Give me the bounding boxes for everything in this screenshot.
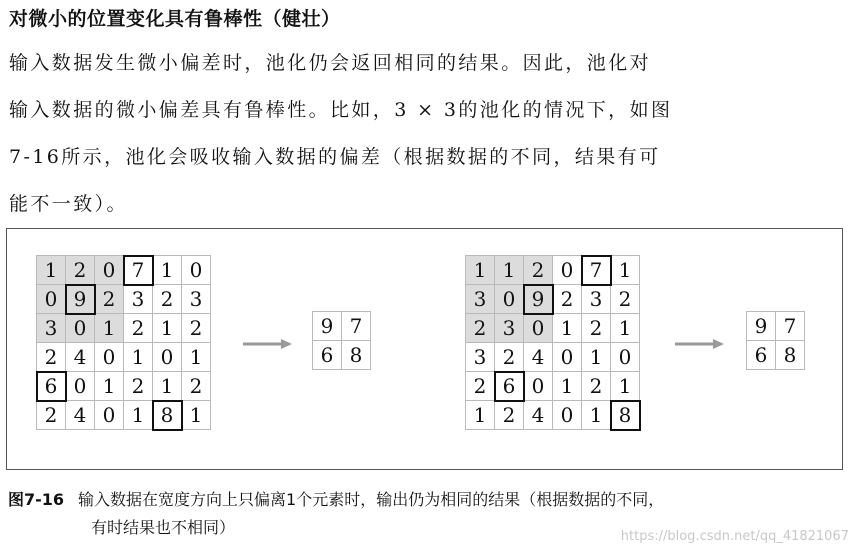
grid-cell: 1 [124, 343, 153, 372]
grid-cell: 2 [37, 343, 66, 372]
watermark-url: https://blog.csdn.net/qq_41821067 [620, 529, 849, 544]
grid-cell: 2 [124, 314, 153, 343]
left-input-grid [36, 255, 211, 430]
grid-cell: 0 [37, 285, 66, 314]
grid-row [37, 285, 211, 314]
grid-row [466, 256, 640, 285]
grid-cell: 1 [37, 256, 66, 285]
grid-cell: 3 [466, 285, 495, 314]
grid-cell: 0 [553, 256, 582, 285]
grid-row [466, 401, 640, 430]
grid-cell: 7 [776, 312, 805, 341]
grid-cell: 9 [747, 312, 776, 341]
grid-cell: 8 [611, 401, 640, 430]
grid-cell: 8 [153, 401, 182, 430]
grid-cell: 4 [524, 401, 553, 430]
grid-cell: 1 [611, 256, 640, 285]
grid-cell: 9 [524, 285, 553, 314]
grid-row [37, 401, 211, 430]
grid-cell: 0 [66, 314, 95, 343]
caption-label: 图7-16 [8, 490, 65, 509]
grid-cell: 3 [466, 343, 495, 372]
grid-cell: 2 [611, 285, 640, 314]
grid-cell: 0 [553, 401, 582, 430]
grid-cell: 2 [582, 372, 611, 401]
grid-cell: 0 [95, 343, 124, 372]
grid-cell: 8 [776, 341, 805, 370]
grid-cell: 3 [124, 285, 153, 314]
right-input-grid [465, 255, 640, 430]
grid-cell: 9 [313, 312, 342, 341]
grid-cell: 1 [582, 343, 611, 372]
grid-cell: 2 [95, 285, 124, 314]
paragraph-line-3: 7-16所示，池化会吸收输入数据的偏差（根据数据的不同，结果有可 [9, 146, 661, 168]
grid-cell: 6 [747, 341, 776, 370]
grid-cell: 2 [182, 372, 211, 401]
grid-row [37, 372, 211, 401]
grid-cell: 6 [495, 372, 524, 401]
right-arrow-icon [675, 337, 725, 351]
grid-row [313, 312, 371, 341]
right-output-grid [746, 311, 805, 370]
grid-cell: 0 [495, 285, 524, 314]
grid-cell: 3 [495, 314, 524, 343]
grid-row [466, 372, 640, 401]
grid-cell: 2 [153, 285, 182, 314]
grid-row [37, 256, 211, 285]
grid-cell: 4 [66, 401, 95, 430]
grid-cell: 1 [182, 401, 211, 430]
grid-cell: 2 [37, 401, 66, 430]
paragraph-line-4: 能不一致）。 [9, 193, 128, 215]
grid-cell: 3 [182, 285, 211, 314]
grid-cell: 4 [66, 343, 95, 372]
grid-cell: 1 [611, 314, 640, 343]
grid-cell: 1 [466, 401, 495, 430]
paragraph-line-2: 输入数据的微小偏差具有鲁棒性。比如，3 × 3的池化的情况下，如图 [9, 99, 673, 121]
grid-cell: 2 [466, 314, 495, 343]
grid-cell: 9 [66, 285, 95, 314]
grid-row [466, 314, 640, 343]
grid-cell: 1 [153, 372, 182, 401]
grid-cell: 2 [582, 314, 611, 343]
grid-cell: 1 [153, 256, 182, 285]
grid-cell: 1 [153, 314, 182, 343]
grid-cell: 0 [524, 372, 553, 401]
grid-cell: 0 [553, 343, 582, 372]
grid-row [747, 341, 805, 370]
grid-cell: 2 [524, 256, 553, 285]
grid-cell: 0 [611, 343, 640, 372]
grid-cell: 1 [495, 256, 524, 285]
left-output-grid [312, 311, 371, 370]
grid-cell: 0 [95, 256, 124, 285]
grid-cell: 2 [124, 372, 153, 401]
grid-cell: 1 [466, 256, 495, 285]
grid-cell: 1 [95, 314, 124, 343]
grid-row [313, 341, 371, 370]
grid-cell: 2 [553, 285, 582, 314]
grid-cell: 2 [495, 401, 524, 430]
grid-cell: 0 [182, 256, 211, 285]
grid-cell: 7 [124, 256, 153, 285]
grid-cell: 2 [495, 343, 524, 372]
grid-cell: 4 [524, 343, 553, 372]
grid-cell: 2 [182, 314, 211, 343]
caption-line-1: 输入数据在宽度方向上只偏离1个元素时，输出仍为相同的结果（根据数据的不同， [78, 490, 665, 509]
grid-row [37, 343, 211, 372]
grid-cell: 0 [153, 343, 182, 372]
grid-cell: 1 [95, 372, 124, 401]
grid-cell: 6 [37, 372, 66, 401]
grid-cell: 2 [66, 256, 95, 285]
grid-cell: 8 [342, 341, 371, 370]
grid-cell: 2 [466, 372, 495, 401]
grid-cell: 7 [582, 256, 611, 285]
grid-cell: 0 [95, 401, 124, 430]
grid-cell: 1 [553, 372, 582, 401]
grid-cell: 0 [524, 314, 553, 343]
grid-row [466, 343, 640, 372]
grid-cell: 3 [582, 285, 611, 314]
grid-cell: 1 [182, 343, 211, 372]
grid-cell: 1 [553, 314, 582, 343]
grid-cell: 1 [582, 401, 611, 430]
grid-cell: 1 [124, 401, 153, 430]
section-heading: 对微小的位置变化具有鲁棒性（健壮） [9, 8, 341, 30]
grid-cell: 3 [37, 314, 66, 343]
grid-row [747, 312, 805, 341]
figure-frame [6, 228, 843, 470]
grid-cell: 7 [342, 312, 371, 341]
grid-cell: 1 [611, 372, 640, 401]
grid-cell: 0 [66, 372, 95, 401]
grid-row [466, 285, 640, 314]
grid-row [37, 314, 211, 343]
grid-cell: 6 [313, 341, 342, 370]
caption-line-2: 有时结果也不相同） [91, 518, 236, 537]
left-arrow-icon [243, 337, 293, 351]
paragraph-line-1: 输入数据发生微小偏差时，池化仍会返回相同的结果。因此，池化对 [9, 52, 652, 74]
